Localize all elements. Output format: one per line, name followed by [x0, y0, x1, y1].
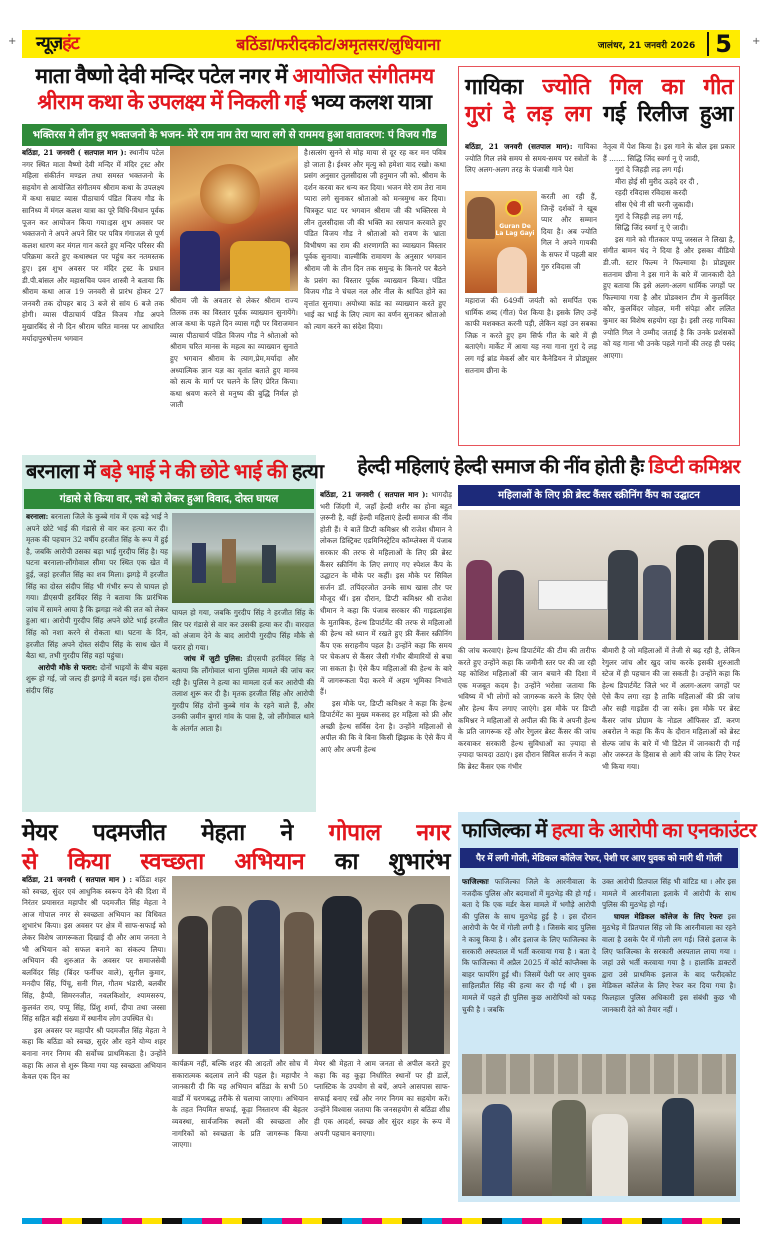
article-column-1: बठिंडा, 21 जनवरी ( सतपाल मान ) : बठिंडा शहर को स्वच्छ, सुंदर एवं आधुनिक स्वरूप देने की दिशा में निरंतर प्रयासरत महापौर श्री पदमजीत सिंह मेहता ने आज गोपाल नगर से स्वच्छता अभियान का विधिवत शुभारंभ किया। इस अवसर पर क्षेत्र में साफ-सफाई को लेकर विशेष जागरूकता दिखाई दी और आम जनता ने भी अभियान को सफल बनाने का संकल्प लिया। अभियान की शुरुआत के अवसर पर समाजसेवी बलविंदर सिंह (बिंदर फर्नीचर वाले), सुनील कुमार, मनदीप सिंह, पिंचू, सनी गिल, गौतम भंडारी, बलबीर सिंह, हैप्पी, सिमरनजीत, नवलकिशोर, श्यामसरुप, कुलवंत राय, पप्पू सिंह, प्रिंशु शर्मा, दीपा तथा जस्सा सिंह सहित बड़ी संख्या में स्थानीय लोग उपस्थित थे। इस अवसर पर महापौर श्री पदमजीत सिंह मेहता ने कहा कि बठिंडा को स्वच्छ, सुदंर और रहने योग्य शहर बनाना नगर निगम की सर्वोच्च प्राथमिकता है। उन्होंने कहा कि आज से शुरू किया गया यह स्वच्छता अभियान केवल एक दिन का — [22, 875, 166, 1082]
song-lyrics: गुरां दे जिहड़ी लड़ लग गई। मीरा होई सी मुरीद ऊहदे दर दी , रहदी रविदास रविदास करदी सीस ऐथे नी सी चरनी जुकादी। गुरां दे जिहड़ी लड़ लग गई, सिद्धि जिंद स्वर्गा नू ऐ जादी। — [615, 165, 699, 233]
edition-dateline: जालंधर, 21 जनवरी 2026 — [597, 40, 696, 51]
article-column-2: नेतृत्व में पेश किया है। इस गाने के बोल इस प्रकार हैं ....... सिद्धि जिंद स्वर्गा नू ऐ जादी, गुरां दे जिहड़ी लड़ लग गई। मीरा होई सी मुरीद ऊहदे दर दी , रहदी रविदास रविदास करदी सीस ऐथे नी सी चरनी जुकादी। गुरां दे जिहड़ी लड़ लग गई, सिद्धि जिंद स्वर्गा नू ऐ जादी। इस गाने को गीतकार पप्पू जस्सल ने लिखा है, संगीत बामन चंद ने दिया है और इसका वीडियो डी.जी. स्टार फिल्म ने फिल्माया है। प्रोड्यूसर सतनाम छीना ने इस गाने के बारे में जानकारी देते हुए बताया कि इसे अलग-अलग धार्मिक जगहों पर फिल्माया गया है और प्रोडक्शन टीम मे कुलविंदर कौर, कुलविंदर जोहल, मनी संपेड़ा और ललित कुमार का विशेष सहयोग रहा है। इसी तरह गायिका ज्योति गिल ने उम्मीद जताई है कि उनके प्रशंसकों को यह गाना भी उनके पहले गानों की तरह ही पसंद आएगा। — [603, 142, 735, 360]
song-poster-image — [465, 191, 537, 293]
headline: गायिका ज्योति गिल का गीत गुरां दे लड़ लग गई रिलीज हुआ — [465, 74, 733, 126]
article-column-3: मेयर श्री मेहता ने आम जनता से अपील करते हुए कहा कि वह कूड़ा निर्धारित स्थानों पर ही डालें, प्लास्टिक के उपयोग से बचें, अपने आसपास साफ-सफाई बनाए रखें और नगर निगम का सहयोग करें। उन्होंने विश्वास जताया कि जनसहयोग से बठिंडा शीघ्र ही एक आदर्श, स्वच्छ और सुंदर शहर के रूप में अपनी पहचान बनाएगा। — [314, 1059, 450, 1138]
subheadline: पैर में लगी गोली, मेडिकल कॉलेज रेफर, पेशी पर आए युवक को मारी थी गोली — [460, 848, 738, 868]
story-jyoti-gill-song — [458, 66, 740, 446]
story-fazilka-encounter — [458, 812, 757, 1202]
story-kalash-yatra — [22, 62, 447, 454]
headline: हेल्दी महिलाएं हेल्दी समाज की नींव होती हैः डिप्टी कमिश्नर — [357, 456, 740, 478]
article-column-2: घायल हो गया, जबकि गुरदीप सिंह ने हरजीत सिंह के सिर पर गंडासे से वार कर उसकी हत्या कर दी। वारदात को अंजाम देने के बाद आरोपी गुरदीप सिंह मौके से फरार हो गया। जांच में जुटी पुलिस: डीएसपी हरविंदर सिंह ने बताया कि लौंगोवाल थाना पुलिस मामले की जांच कर रही है। पुलिस ने हत्या का मामला दर्ज कर आरोपी की तलाश शुरू कर दी है। मृतक हरजीत सिंह और आरोपी गुरदीप सिंह दोनों कुब्बे गांव के रहने वाले हैं, और उनकी जमीन बुगरां गांव के पास है, जो लौंगोवाल थाने के अंतर्गत आता है। — [172, 608, 314, 733]
crop-mark: + — [752, 36, 761, 47]
headline: मेयर पदमजीत मेहता ने गोपाल नगर से किया स्वच्छता अभियान का शुभारंभ — [22, 819, 451, 874]
article-column-2: की जांच करवाएं। हेल्थ डिपार्टमेंट की टीम की तारीफ करते हुए उन्होंने कहा कि जमीनी स्तर पर की जा रही यह कोशिश महिलाओं की जान बचाने की दिशा में एक मजबूत कदम है। उन्होंने भरोसा जताया कि भविष्य में भी लोगों को जागरूक करने के लिए ऐसे और हेल्थ कैंप लगाए जाएंगे। इस मौके पर डिप्टी कमिश्नर ने महिलाओं से अपील की कि वे अपनी हेल्थ के प्रति जागरूक रहें और रेगुलर ब्रेस्ट कैंसर की जांच करवाकर सरकारी हेल्थ सुविधाओं का ज़्यादा से ज़्यादा फायदा उठाएं। इस दौरान सिविल सर्जन ने कहा कि ब्रेस्ट कैंसर एक गंभीर — [458, 646, 596, 771]
article-column-3: है।सत्संग सुनने से मोह माया से दूर रह कर मन पवित्र हो जाता है। ईश्वर और मृत्यु को हमेशा याद रखो। कथा प्रसंग अनुसार तुलसीदास जी हनुमान जी को. श्रीराम के दर्शन करवा कर धन्य कर दिया। भजन मेरे राम तेरा नाम प्यारा लगे सुनाकर श्रोताओ को मन्त्रमुग्ध कर दिया। चित्रकूट घाट पर भगवान श्रीराम जी की भक्तिरस मे लीन तुलसीदास जी की भक्ति का रसपान करवाते हुए पंडित विजय गौड ने श्रोताओ को रावण के भ्राता विभीषण का राम की शरणागति का व्याख्यान विस्तार पूर्वक सुनाया। वाल्मीकि रामायण के अनुसार भगवान श्रीराम जी के तीन दिन तक समुन्द्र के किनारे पर बैठने के प्रसंग का विस्तार पूर्वक व्याख्यान किया। पंडित विजय गौड ने चंचल नल और नील के श्रापित होने का वृत्तांत सुनाया। अयोध्या कांड का व्याख्यान करते हुए भाई का भाई के लिए त्याग का वर्णन सुनाकर श्रोताओ को त्याग करने का संदेश दिया। — [304, 148, 446, 331]
photo-police-hospital — [462, 1054, 736, 1196]
article-column-2: श्रीराम जी के अवतार से लेकर श्रीराम राज्य तिलक तक का विस्तार पूर्वक व्याख्यान सुनायेंगे। आज कथा के पहले दिन व्यास गद्दी पर विराजमान व्यास पीठाचार्य पंडित विजय गौड ने श्रोताओ को श्रीराम चरित मानस के महत्व का व्याख्यान सुनाते हुए भगवान श्रीराम के त्याग,प्रेम,मर्यादा और अध्यात्मिक ज्ञान यज्ञ का वृतांत बताते हुए मानव को सत्य के मार्ग पर चलने के लिए प्रेरित किया। कथा श्रवण करने से मनुष्य की बुद्धि निर्मल हो जाती — [170, 296, 298, 410]
page-number: 5 — [707, 32, 732, 56]
article-column-1: बरनाला: बरनाला जिले के कुब्बे गांव में एक बड़े भाई ने अपने छोटे भाई की गंडासे से वार कर हत्या कर दी। मृतक की पहचान 32 वर्षीय हरजीत सिंह के रूप में हुई है, जबकि आरोपी उसका बड़ा भाई गुरदीप सिंह है। यह घटना बरनाला-लौंगोवाल सीमा पर स्थित एक खेत में हुई, जहां हरजीत सिंह का शव मिला। झगड़े में हरजीत सिंह का दोस्त संदीप सिंह भी गंभीर रूप से घायल हो गया। डीएसपी हरविंदर सिंह ने बताया कि प्रारंभिक जांच में सामने आया है कि झगड़ा नशे की लत को लेकर हुआ था। आरोपी गुरदीप सिंह अपने छोटे भाई हरजीत सिंह को नशा करने से रोकता था। घटना के दिन, हरजीत सिंह अपने दोस्त संदीप सिंह के साथ खेत में बैठा था, तभी गुरदीप सिंह वहां पहुंचा। आरोपी मौके से फरार: दोनों भाइयों के बीच बहस शुरू हो गई, जो जल्द ही झगड़े में बदल गई। इस दौरान संदीप सिंह — [26, 512, 168, 695]
newspaper-logo: न्यूज़हंट — [36, 33, 79, 54]
article-column-2: उक्त आरोपी प्रितपाल सिंह भी वांटिड था । और इस मामले में आरनीवाला इलाके में आरोपी के साथ पुलिस की मुठभेड़ हो गई। घायल मेडिकल कॉलेज के लिए रेफरः इस मुठभेड़ में प्रितपाल सिंह जो कि आरनीवाला का रहने वाला है उसके पैर में गोली लग गई। जिसे इलाज के लिए फाजिल्का के सरकारी अस्पताल लाया गया । जहां उसे भर्ती करवाया गया है । हालांकि डाक्टरों द्वारा उसे प्राथमिक इलाज के बाद फरीदकोट मेडिकल कॉलेज के लिए रेफर कर दिया गया है। फिलहाल पुलिस अधिकारी इस संबंधी कुछ भी जानकारी देते को तैयार नहीं । — [602, 877, 736, 1014]
article-column-1: फाजिल्काः फाजिल्का जिले के आरनीवाला के नजदीक पुलिस और बदमाशों में मुठभेड़ की हो गई । बता दे कि एक मर्डर केस मामले में भगौड़े आरोपी की पुलिस के साथ मुठभेड़ हुई है । इस दौरान आरोपी के पैर में गोली लगी है । जिसके बाद पुलिस ने काबू किया है । और इलाज के लिए फाजिल्का के सरकारी अस्पताल में भर्ती करवाया गया है । बता दे कि फाजिल्का में अप्रैल 2025 में कोर्ट कांप्लैक्स के बाहर फायरिंग हुई थी। जिसमें पेशी पर आए युवक साहिलप्रीत सिंह की हत्या कर दी गई थी । इस मामले में पहले ही पुलिस कुछ आरोपियों को पकड़ चुकी है । जबकि — [462, 877, 596, 1014]
subheadline: महिलाओं के लिए फ्री ब्रेस्ट कैंसर स्क्रीनिंग कैंप का उद्घाटन — [458, 485, 740, 506]
subheadline: भक्तिरस मे लीन हुए भक्तजनो के भजन- मेरे राम नाम तेरा प्यारा लगे से राममय हुआ वातावरण: पं विजय गौड — [22, 124, 447, 146]
headline: माता वैष्णो देवी मन्दिर पटेल नगर में आयोजित संगीतमय श्रीराम कथा के उपलक्ष्य में निकली गई भव्य कलश यात्रा — [35, 65, 434, 114]
story-barnala-murder — [22, 455, 324, 812]
article-column-1-bottom: महाराज की 649वीं जयंती को समर्पित एक धार्मिक शब्द (गीत) पेश किया है। इसके लिए उन्हें काफी मशक्कत करनी पड़ी, लेकिन यहां उन सबका जिक्र न करते हुए हम सिर्फ गीत के बारे में ही बताएंगे। मार्केट में आया यह नया गाना गुरां दे लड़ लग गई ब्रांड मेकर्स और यार कैनेडियन ने प्रोड्यूसर सतनाम छीना के — [465, 296, 597, 375]
article-column-1: बठिंडा, 21 जनवरी (सतपाल मान): गायिका ज्योति गिल लंबे समय से समय-समय पर स्त्रोतों के लिए अलग-अलग तरह के पंजाबी गाने पेश — [465, 142, 597, 175]
article-column-1-wrap: करती आ रही हैं, जिन्हें दर्शकों ने खूब प्यार और सम्मान दिया है। अब ज्योति गिल ने अपने गायकी के सफर में पहली बार गुरु रविदास जी — [541, 192, 597, 271]
masthead — [22, 30, 740, 58]
article-column-2: कार्यक्रम नहीं, बल्कि शहर की आदतों और सोच में सकारात्मक बदलाव लाने की पहल है। महापौर ने जानकारी दी कि यह अभियान बठिंडा के सभी 50 वार्डों में चरणबद्ध तरीके से चलाया जाएगा। अभियान के तहत नियमित सफाई, कूड़ा निस्तारण की बेहतर व्यवस्था, सार्वजनिक स्थलों की स्वच्छता और नागरिकों को स्वच्छता के प्रति जागरूक किया जाएगा। — [172, 1059, 308, 1150]
poster-title: Guran De La Lag Gayi — [495, 223, 535, 237]
photo-camp-inauguration — [458, 510, 740, 640]
crop-mark: + — [8, 36, 17, 47]
photo-mayor-cleanliness-drive — [172, 876, 450, 1054]
story-swachhta-abhiyan — [22, 818, 450, 1203]
subheadline: गंडासे से किया वार, नशे को लेकर हुआ विवाद, दोस्त घायल — [24, 489, 314, 509]
article-column-1: बठिंडा, 21 जनवरी ( सतपाल मान ): स्थानीय पटेल नगर स्थित माता वैष्णो देवी मन्दिर में मंदिर ट्रस्ट और महिला संकीर्तन मण्डल तथा समस्त भक्तजनो के सहयोग से आयोजित संगीतमय श्रीराम कथा के उपलक्ष्य में कथा सम्राट व्यास पीठाचार्य पंडित विजय गौड के सानिध्य में मंगल कलश यात्रा का पूरे विधि-विधान पूर्वक पूजन कर आयोजन किया गया।इस शुभ अवसर पर भक्तजनो ने अपने अपने सिर पर पवित्र गंगाजल से पूर्ण कलश धारण कर मंगल गान करते हुए मन्दिर परिसर की परिक्रमा करते हुए कथास्थल पर पहुंच कर नतमस्तक हुए। इस शुभ अवसर पर मंदिर ट्रस्ट के प्रधान डी.पी.बांसल और महासचिव पवन शास्त्री ने बताया कि श्रीराम कथा आज 19 जनवरी से प्रारंभ होकर 27 जनवरी तक दोपहर बाद 3 बजे से सांय 6 बजे तक होगी। व्यास पीठाचार्य पंडित विजय गौड अपने मुखारबिंद से नौ दिन श्रीराम चरित मानस पर आधारित मर्यादापुरुषोत्तम भगवान — [22, 148, 164, 343]
story-breast-cancer-camp — [320, 455, 740, 810]
article-column-3: बीमारी है जो महिलाओं में तेजी से बढ़ रही है, लेकिन रेगुलर जांच और खुद जांच करके इसकी शुरुआती स्टेज में ही पहचान की जा सकती है। उन्होंने कहा कि हेल्थ डिपार्टमेंट जिले भर में अलग-अलग जगहों पर ऐसे कैंप लगा रहा है ताकि महिलाओं की फ्री जांच और सही गाइडेंस दी जा सके। इस मौके पर ब्रेस्ट कैंसर जांच प्रोग्राम के नोडल ऑफिसर डॉ. करण अबरोल ने कहा कि कैंप के दौरान महिलाओं को ब्रेस्ट सेल्फ जांच के बारे में भी डिटेल में जानकारी दी गई और जरूरत के हिसाब से आगे की जांच के लिए रेफर भी किया गया। — [602, 646, 740, 771]
headline: बरनाला में बड़े भाई ने की छोटे भाई की हत्या — [26, 461, 324, 483]
photo-crime-scene-field — [172, 513, 314, 603]
edition-cities: बठिंडा/फरीदकोट/अमृतसर/लुधियाना — [236, 37, 441, 54]
headline: फाजिल्का में हत्या के आरोपी का एनकाउंटर — [462, 820, 757, 842]
registration-bar — [22, 1218, 740, 1224]
article-column-1: बठिंडा, 21 जनवरी ( सतपाल मान ): भागदौड़ भरी जिंदगी में, जहाँ हेल्दी शरीर का होना बहुत ज़रूरी है, वहीं हेल्दी महिलाएं हेल्दी समाज की नींव होती हैं। ये बातें डिप्टी कमिश्नर श्री राजेश धीमान ने लोकल डिस्ट्रिक्ट एडमिनिस्ट्रेटिव कॉम्प्लेक्स में पंजाब सरकार की तरफ से महिलाओं के लिए फ्री ब्रेस्ट कैंसर स्क्रीनिंग के लिए लगाए गए स्पेशल कैंप के उद्घाटन के मौके पर कहीं। इस मौके पर सिविल सर्जन डॉ. तपिंदरजोत उनके साथ खास तौर पर मौजूद थीं। इस दौरान, डिप्टी कमिश्नर श्री राजेश धीमान ने कहा कि पंजाब सरकार की गाइडलाइंस के मुताबिक, हेल्थ डिपार्टमेंट की तरफ से महिलाओं की हेल्थ को ध्यान में रखते हुए फ्री कैंसर स्क्रीनिंग कैंप एक सराहनीय पहल है। उन्होंने कहा कि समय पर चेकअप से कैंसर जैसी गंभीर बीमारियों से बचा जा सकता है। ऐसे कैंप महिलाओं की हेल्थ के बारे में जागरूकता पैदा करने में अहम भूमिका निभाते हैं। इस मौके पर, डिप्टी कमिश्नर ने कहा कि हेल्थ डिपार्टमेंट का मुख्य मकसद हर महिला को फ्री और अच्छी हेल्थ सर्विस देना है। उन्होंने महिलाओं से अपील की कि वे बिना किसी झिझक के ऐसे कैंप में आएं और अपनी हेल्थ — [320, 490, 452, 755]
photo-ram-katha-stage — [170, 146, 298, 291]
